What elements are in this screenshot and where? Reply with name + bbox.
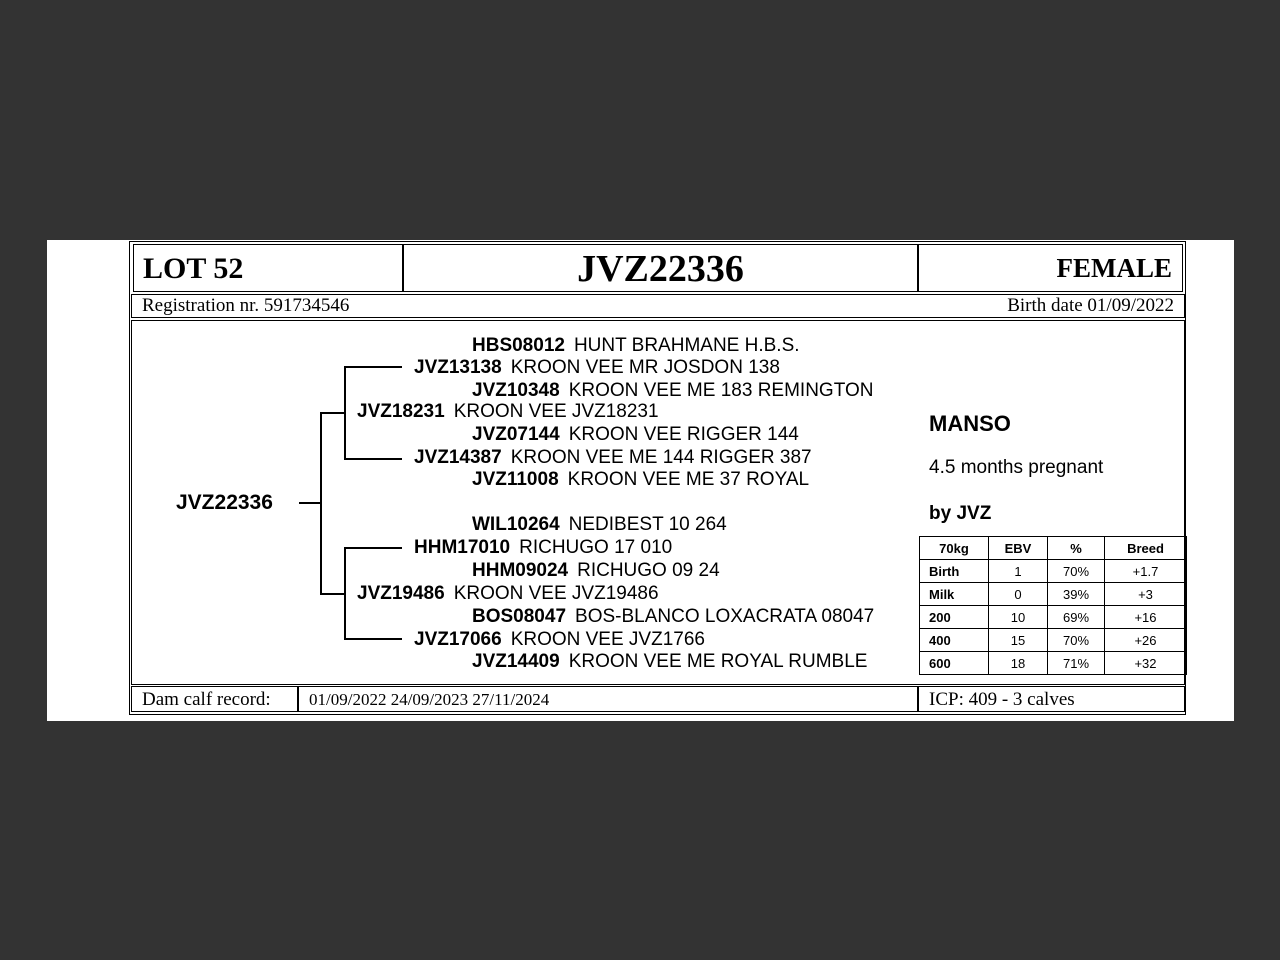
ebv-pct: 70% [1048,629,1105,652]
ebv-breed: +32 [1105,652,1187,675]
ebv-trait: 400 [920,629,989,652]
code: JVZ19486 [357,583,445,604]
sex-label: FEMALE [1056,253,1172,283]
pedigree-dam-dam-sire [472,606,874,628]
name: RICHUGO 17 010 [519,537,673,558]
ebv-table [919,536,1187,675]
ebv-value: 1 [989,560,1048,583]
ebv-value: 10 [989,606,1048,629]
ebv-value: 18 [989,652,1048,675]
lot-cell [133,244,403,292]
sire-sire-connector [344,366,402,368]
ebv-value: 0 [989,583,1048,606]
pedigree-dam-sire-sire [472,514,727,536]
sex-cell [918,244,1183,292]
icp-cell [918,686,1185,712]
ebv-trait: Milk [920,583,989,606]
code: BOS08047 [472,606,567,627]
name: BOS-BLANCO LOXACRATA 08047 [575,606,875,627]
pedigree-dam-sire-dam [472,560,720,582]
ebv-header-trait: 70kg [920,537,989,560]
code: HHM09024 [472,560,569,581]
code: JVZ13138 [414,357,502,378]
pedigree-dam-dam [414,629,705,651]
birth-date: Birth date 01/09/2022 [1007,295,1174,316]
code: WIL10264 [472,514,560,535]
name: KROON VEE ME 183 REMINGTON [568,380,874,401]
code: JVZ18231 [357,401,445,422]
ebv-trait: 600 [920,652,989,675]
ebv-row [920,606,1187,629]
name: KROON VEE ME 144 RIGGER 387 [510,447,812,468]
pedigree-dam-sire [414,537,672,559]
pedigree-dam [357,583,659,605]
ebv-header-row [920,537,1187,560]
sire-dam-connector [344,458,402,460]
dam-calf-label-cell [131,686,298,712]
registration-number: Registration nr. 591734546 [142,295,350,316]
pedigree-sire-sire-sire [472,335,800,357]
dam-calf-label: Dam calf record: [142,689,271,710]
ebv-pct: 69% [1048,606,1105,629]
registration-row [131,294,1185,318]
lot-number: LOT 52 [143,252,244,285]
icp-value: ICP: 409 - 3 calves [929,689,1075,710]
code: HBS08012 [472,335,565,356]
ebv-row [920,652,1187,675]
code: JVZ11008 [472,469,559,490]
code: JVZ07144 [472,424,560,445]
ebv-row [920,583,1187,606]
name: KROON VEE ME ROYAL RUMBLE [568,651,868,672]
dam-connector [320,593,346,595]
ebv-header-pct: % [1048,537,1105,560]
ebv-header-ebv: EBV [989,537,1048,560]
name: KROON VEE JVZ1766 [510,629,705,650]
ebv-value: 15 [989,629,1048,652]
ebv-breed: +26 [1105,629,1187,652]
dam-sire-connector [344,547,402,549]
code: JVZ14409 [472,651,560,672]
ebv-pct: 70% [1048,560,1105,583]
name: KROON VEE ME 37 ROYAL [567,469,810,490]
ebv-breed: +1.7 [1105,560,1187,583]
pregnancy-status: 4.5 months pregnant [929,457,1104,478]
pedigree-sire-sire-dam [472,380,873,402]
parents-vline [320,412,322,595]
dam-dam-connector [344,638,402,640]
pregnant-by: by JVZ [929,503,992,524]
animal-id-cell [403,244,918,292]
name: KROON VEE MR JOSDON 138 [510,357,780,378]
sire-vline [344,366,346,460]
ebv-row [920,629,1187,652]
ebv-trait: 200 [920,606,989,629]
dam-calf-dates-cell [298,686,918,712]
ebv-header-breed: Breed [1105,537,1187,560]
pedigree-subject: JVZ22336 [176,491,273,514]
pedigree-sire-dam-sire [472,424,799,446]
name: KROON VEE RIGGER 144 [568,424,799,445]
ebv-pct: 39% [1048,583,1105,606]
sire-connector [320,412,346,414]
code: HHM17010 [414,537,511,558]
ebv-breed: +16 [1105,606,1187,629]
name: KROON VEE JVZ18231 [453,401,659,422]
dam-vline [344,547,346,640]
pedigree-sire-dam-dam [472,469,809,491]
name: KROON VEE JVZ19486 [453,583,659,604]
name: HUNT BRAHMANE H.B.S. [573,335,800,356]
subject-connector [299,502,321,504]
ebv-breed: +3 [1105,583,1187,606]
code: JVZ14387 [414,447,502,468]
name: NEDIBEST 10 264 [568,514,727,535]
pedigree-sire [357,401,659,423]
ebv-trait: Birth [920,560,989,583]
pedigree-sire-sire [414,357,780,379]
animal-id-title: JVZ22336 [577,248,744,290]
name: RICHUGO 09 24 [577,560,720,581]
pedigree-sire-dam [414,447,812,469]
pedigree-dam-dam-dam [472,651,867,673]
code: JVZ10348 [472,380,560,401]
bull-name: MANSO [929,411,1011,436]
code: JVZ17066 [414,629,502,650]
ebv-pct: 71% [1048,652,1105,675]
ebv-row [920,560,1187,583]
dam-calf-dates: 01/09/2022 24/09/2023 27/11/2024 [309,690,550,709]
